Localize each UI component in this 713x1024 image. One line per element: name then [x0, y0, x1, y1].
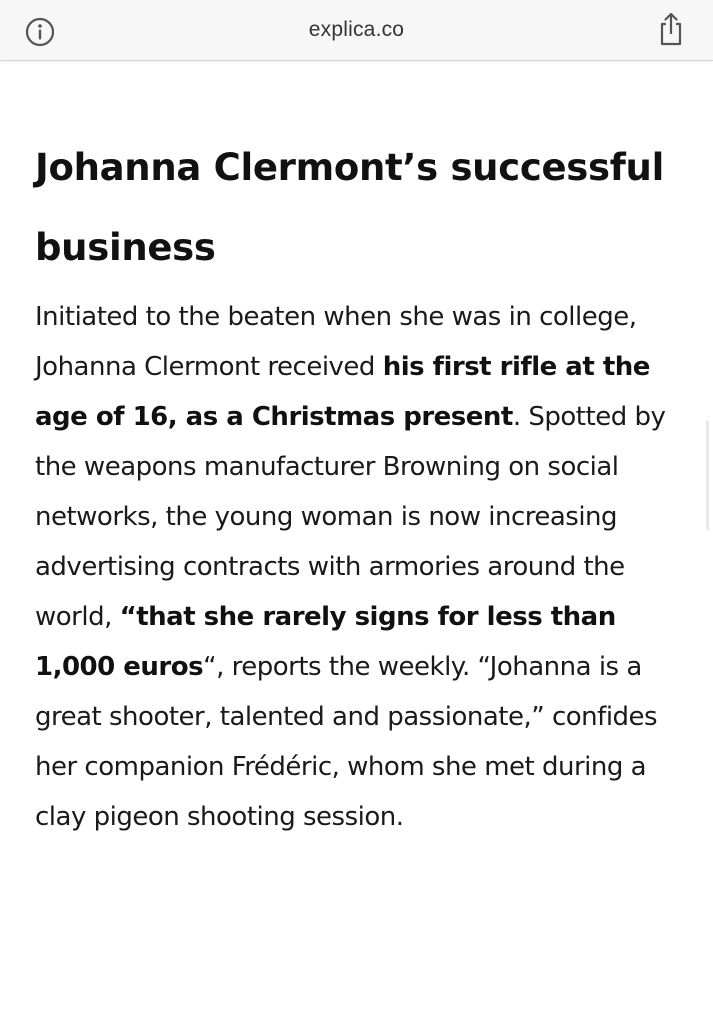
- scrollbar[interactable]: [706, 420, 709, 530]
- paragraph-text-2: . Spotted by the weapons manufacturer Browning on social networks, the young woman is now increasing advertising contracts with armories around the world,: [35, 402, 666, 632]
- article-headline: Johanna Clermont’s successful business: [35, 146, 664, 269]
- article-paragraph: [35, 292, 695, 842]
- paragraph-text-1: Initiated to the beaten when she was in college, Johanna Clermont received: [35, 302, 637, 382]
- paragraph-bold-1: his first rifle at the age of 16, as a Christmas present: [35, 352, 650, 432]
- paragraph-bold-2: “that she rarely signs for less than 1,000 euros: [35, 602, 616, 682]
- url-text[interactable]: explica.co: [308, 18, 405, 41]
- article: [35, 128, 695, 842]
- share-icon[interactable]: [656, 11, 686, 47]
- paragraph-text-3: “, reports the weekly. “Johanna is a great shooter, talented and passionate,” confides her companion Frédéric, whom she met during a clay pigeon shooting session.: [35, 652, 658, 832]
- browser-address-bar: [0, 0, 713, 61]
